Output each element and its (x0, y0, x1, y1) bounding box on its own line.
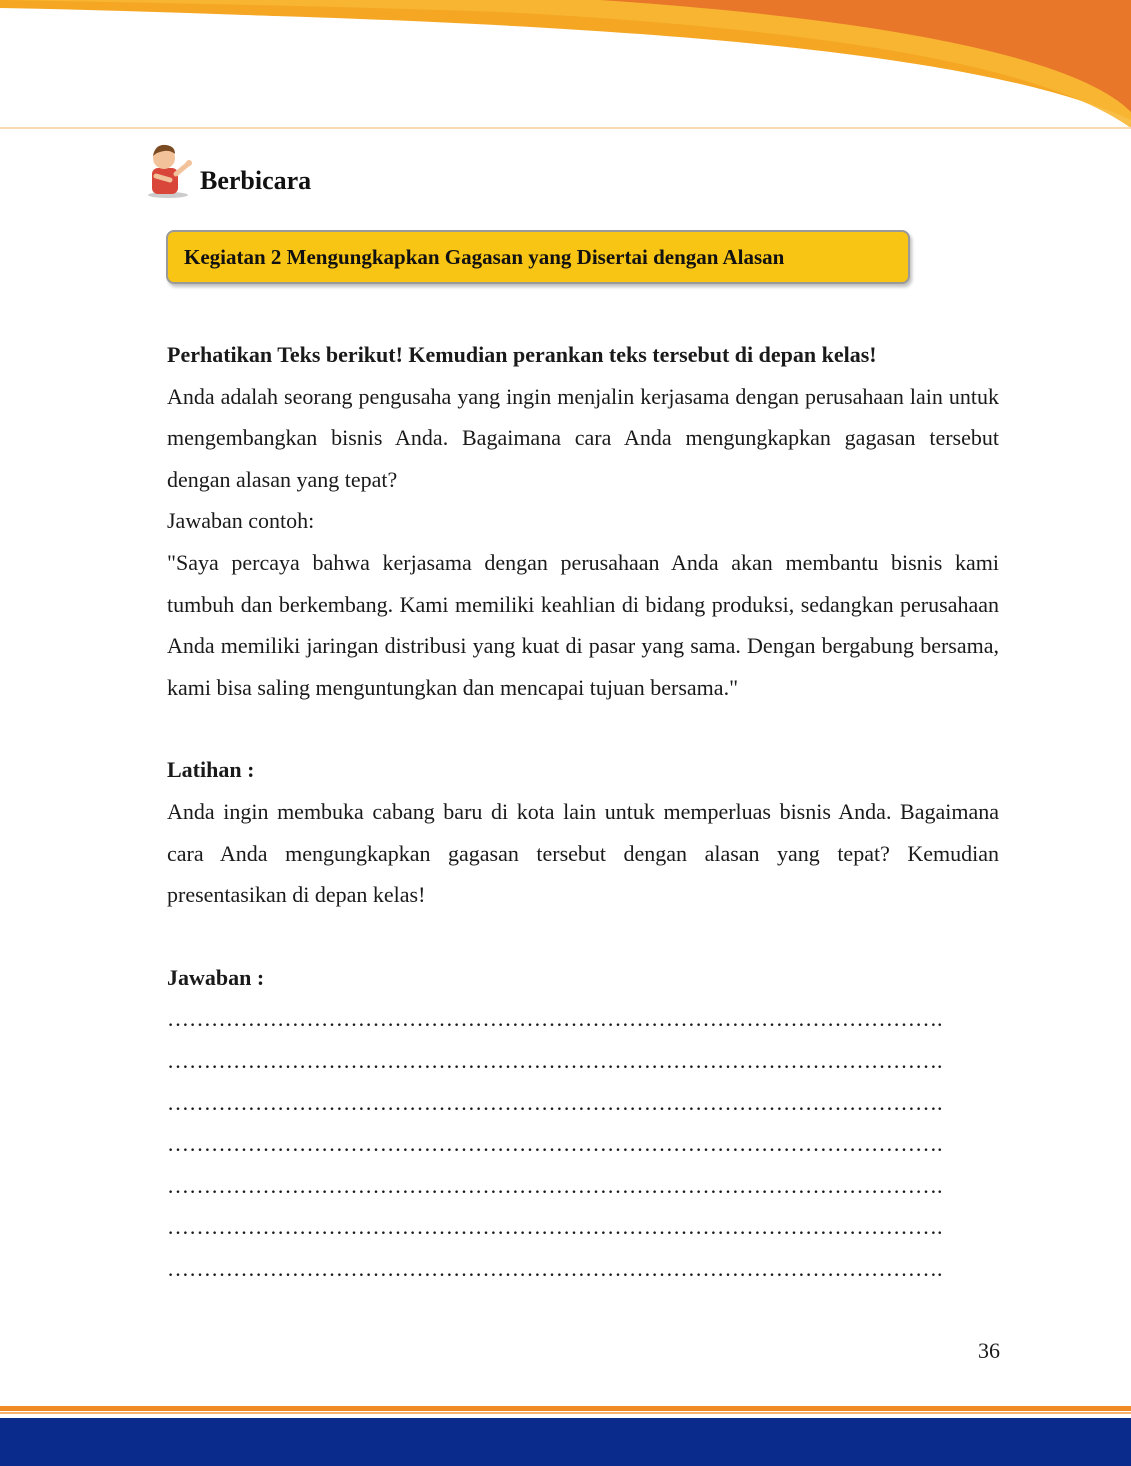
exercise-text: Anda ingin membuka cabang baru di kota lain untuk memperluas bisnis Anda. Bagaimana cara Anda mengungkapkan gagasan tersebut dengan alasan yang tepat? Kemudian presentasikan di depan kelas! (167, 798, 999, 908)
answer-line[interactable]: ……………………………………………………………………………………………. (167, 1089, 943, 1115)
footer-bar (0, 1406, 1131, 1466)
section-header (142, 138, 311, 198)
answer-line[interactable]: ……………………………………………………………………………………………. (167, 1006, 943, 1032)
answer-line[interactable]: ……………………………………………………………………………………………. (167, 1131, 943, 1157)
exercise-label: Latihan : (167, 757, 255, 783)
speaking-person-icon (142, 140, 194, 198)
main-content (167, 334, 999, 1289)
answer-line[interactable]: ……………………………………………………………………………………………. (167, 1255, 943, 1281)
footer-thin-line (0, 1412, 1131, 1414)
header-wave-decoration (0, 0, 1131, 140)
answer-line[interactable]: ……………………………………………………………………………………………. (167, 1172, 943, 1198)
answer-label: Jawaban : (167, 964, 265, 990)
instruction-text: Perhatikan Teks berikut! Kemudian perankan teks tersebut di depan kelas! (167, 342, 877, 367)
scenario-text: Anda adalah seorang pengusaha yang ingin menjalin kerjasama dengan perusahaan lain untuk mengembangkan bisnis Anda. Bagaimana cara Anda mengungkapkan gagasan tersebut dengan alasan yang tepat? (167, 383, 999, 492)
footer-blue-band (0, 1418, 1131, 1466)
example-text: "Saya percaya bahwa kerjasama dengan perusahaan Anda akan membantu bisnis kami tumbuh dan berkembang. Kami memiliki keahlian di bidang produksi, sedangkan perusahaan Anda memiliki jaringan distribusi yang kuat di pasar yang sama. Dengan bergabung bersama, kami bisa saling menguntungkan dan mencapai tujuan bersama." (167, 549, 999, 700)
answer-line[interactable]: ……………………………………………………………………………………………. (167, 1047, 943, 1073)
footer-orange-line (0, 1406, 1131, 1411)
page-number: 36 (978, 1338, 1000, 1363)
answer-line[interactable]: ……………………………………………………………………………………………. (167, 1214, 943, 1240)
example-label: Jawaban contoh: (167, 508, 315, 534)
activity-title-box: Kegiatan 2 Mengungkapkan Gagasan yang Disertai dengan Alasan (166, 230, 910, 284)
section-title: Berbicara (200, 166, 312, 195)
